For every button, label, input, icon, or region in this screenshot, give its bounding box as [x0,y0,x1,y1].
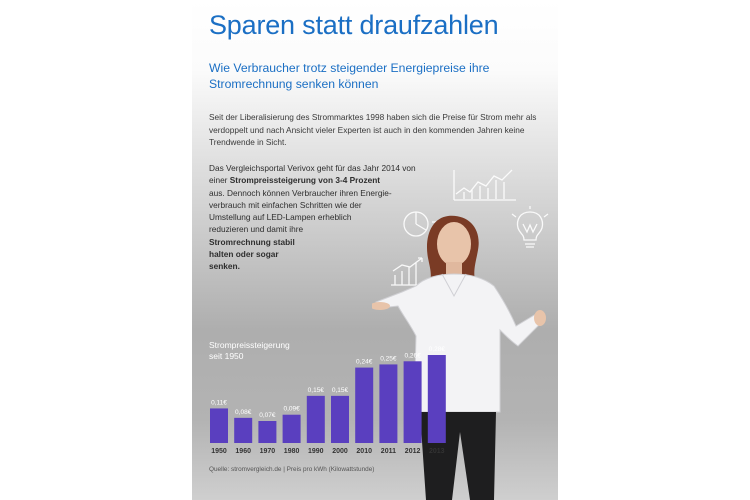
x-tick-label: 2011 [380,448,396,455]
chart-bar [404,361,422,443]
chart-bar [428,355,446,443]
page-title: Sparen statt draufzahlen [209,10,499,40]
chart-bar [258,421,276,443]
chart-bar [379,364,397,443]
x-tick-label: 1950 [211,448,227,455]
x-tick-label: 2000 [332,448,348,455]
bar-value-label: 0,15€ [307,386,324,394]
intro-paragraph: Seit der Liberalisierung des Strommarktes 1998 haben sich die Preise für Strom mehr als verdoppelt und nach Ansicht vieler Experten ist auch in den kommenden Jahren keine Trendwende in Sicht. [209,112,537,147]
bar-value-label: 0,25€ [380,355,397,363]
body-line: reduzieren und damit ihre [209,224,304,235]
x-tick-label: 1960 [235,448,251,455]
bar-value-label: 0,09€ [283,405,300,413]
page-subtitle: Wie Verbraucher trotz steigender Energiepreise ihre Stromrechnung senken können [209,61,490,91]
infographic-panel [192,0,558,500]
chart-bar [355,368,373,443]
bar-value-label: 0,15€ [331,386,349,394]
chart-bar [210,408,228,443]
chart-bar [283,415,301,443]
bar-value-label: 0,24€ [356,358,373,366]
chart-bar [234,418,252,443]
x-tick-label: 1990 [308,448,324,455]
chart-bar [307,396,325,443]
body-line: einer Strompreissteigerung von 3-4 Prozent [209,175,381,186]
x-tick-label: 2013 [429,448,445,455]
chart-title: Strompreissteigerung seit 1950 [209,340,290,361]
bar-value-label: 0,28€ [428,346,445,353]
body-line: Das Vergleichsportal Verivox geht für das Jahr 2014 von [209,163,416,173]
x-tick-label: 2012 [404,448,421,455]
price-bar-chart [192,0,558,470]
chart-bar [331,396,349,443]
body-line: verbrauch mit einfachen Schritten wie der [209,199,362,210]
bar-value-label: 0,11€ [211,399,227,407]
bar-value-label: 0,26€ [404,352,421,360]
body-line-bold: Stromrechnung stabil [209,236,295,247]
source-note: Quelle: stromvergleich.de | Preis pro kWh (Kilowattstunde) [209,466,375,473]
bar-value-label: 0,07€ [259,412,276,419]
body-line-bold: halten oder sogar [209,249,279,260]
body-line: aus. Dennoch können Verbraucher ihren Energie- [209,187,392,198]
body-line: Umstellung auf LED-Lampen erheblich [209,212,352,223]
body-line-bold: senken. [209,261,240,272]
x-tick-label: 1980 [283,448,300,455]
bar-value-label: 0,08€ [235,408,252,416]
x-tick-label: 2010 [356,448,372,455]
x-tick-label: 1970 [259,448,276,455]
